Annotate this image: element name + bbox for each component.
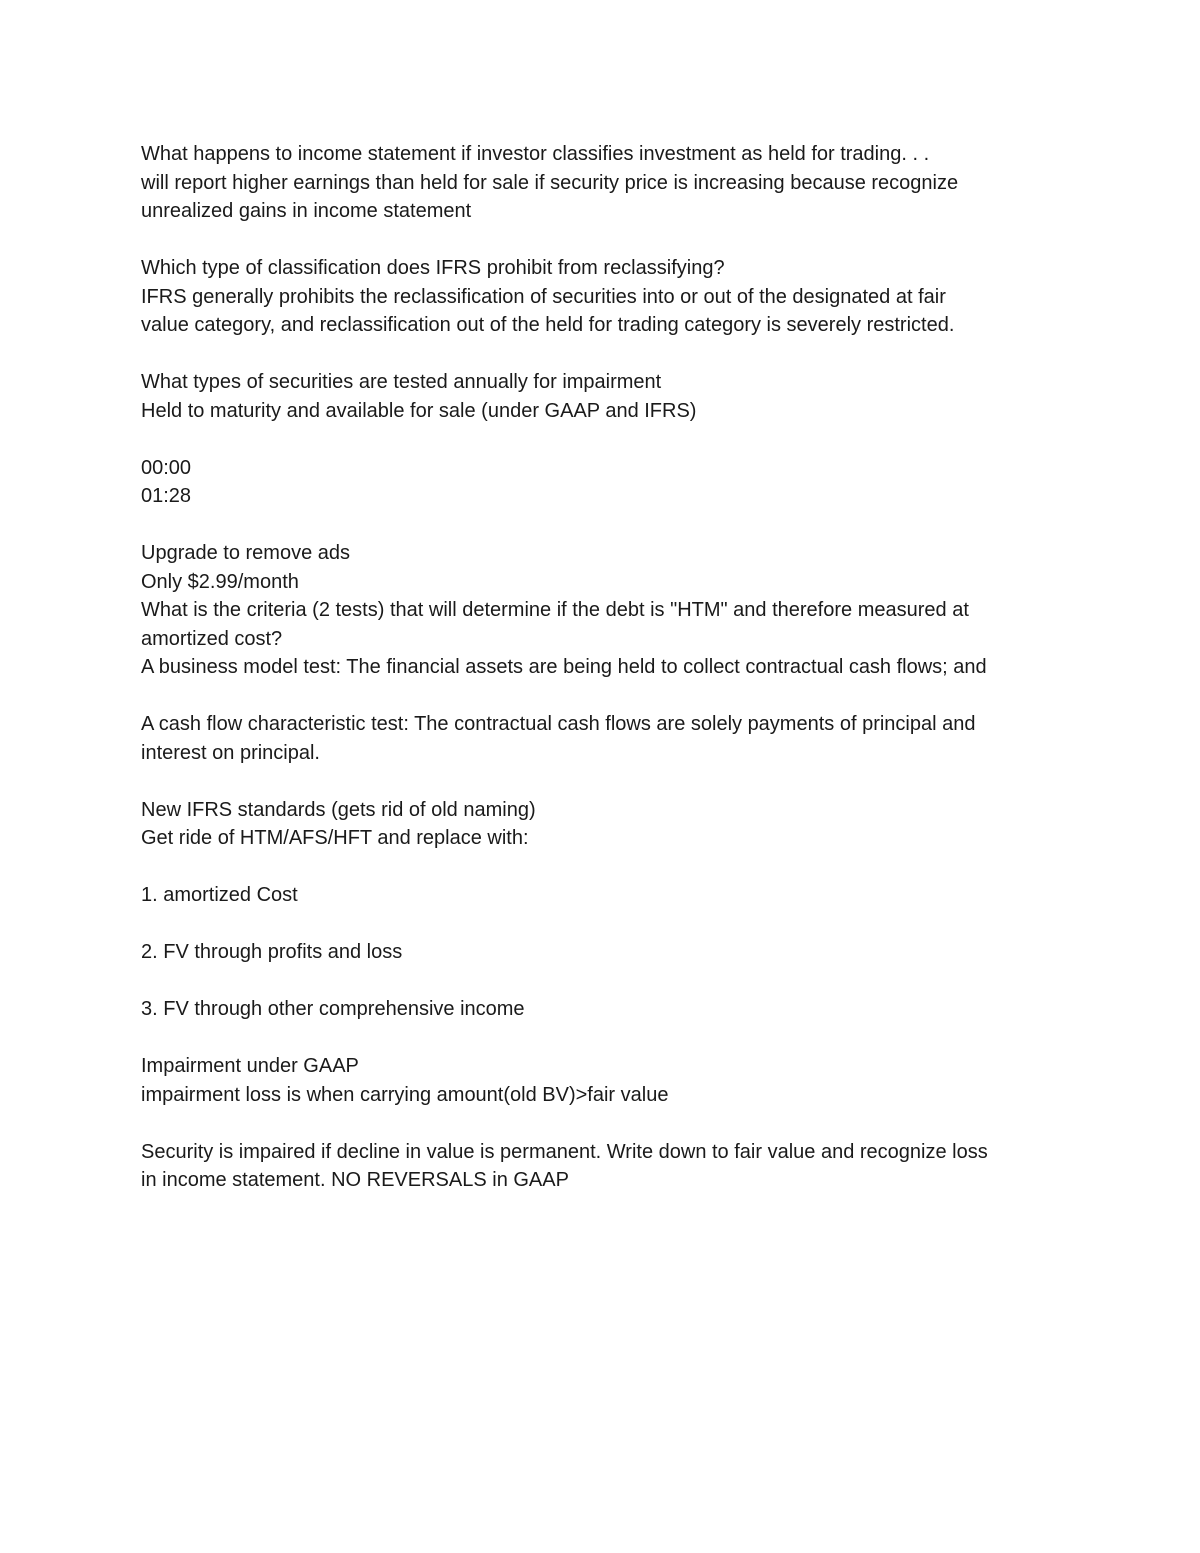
blank-line [141,967,1071,996]
text-line: amortized cost? [141,627,283,650]
text-line: impairment loss is when carrying amount(old BV)>fair value [141,1083,669,1106]
text-line: A cash flow characteristic test: The contractual cash flows are solely payments of principal and [141,713,976,735]
text-line: Security is impaired if decline in value is permanent. Write down to fair value and recognize loss [141,1140,988,1163]
blank-line [141,1024,1071,1053]
timestamp-start: 00:00 [141,456,192,479]
text-line: What happens to income statement if investor classifies investment as held for trading. . . [141,143,930,165]
blank-line [141,767,1071,796]
text-line: will report higher earnings than held for sale if security price is increasing because recognize [141,171,959,194]
text-line: interest on principal. [141,741,320,764]
blank-line [141,511,1071,540]
text-line: in income statement. NO REVERSALS in GAAP [141,1169,569,1191]
ad-upgrade-text: Upgrade to remove ads [141,542,351,564]
document-body [141,140,1071,1195]
list-item: 3. FV through other comprehensive income [141,998,525,1020]
ad-price-text: Only $2.99/month [141,570,299,593]
timestamp-end: 01:28 [141,485,192,507]
list-item: 1. amortized Cost [141,884,298,906]
text-line: What is the criteria (2 tests) that will determine if the debt is "HTM" and therefore measured at [141,599,969,621]
blank-line [141,340,1071,369]
text-line: Get ride of HTM/AFS/HFT and replace with: [141,827,529,849]
text-line: value category, and reclassification out of the held for trading category is severely restricted. [141,314,955,336]
blank-line [141,226,1071,255]
text-line: Impairment under GAAP [141,1055,359,1077]
blank-line [141,682,1071,711]
blank-line [141,1109,1071,1138]
text-line: A business model test: The financial assets are being held to collect contractual cash flows; and [141,656,987,678]
text-line: New IFRS standards (gets rid of old naming) [141,798,536,821]
list-item: 2. FV through profits and loss [141,941,403,963]
blank-line [141,853,1071,882]
text-line: IFRS generally prohibits the reclassification of securities into or out of the designated at fair [141,285,946,308]
blank-line [141,425,1071,454]
text-line: What types of securities are tested annually for impairment [141,371,662,393]
blank-line [141,910,1071,939]
text-line: Held to maturity and available for sale (under GAAP and IFRS) [141,399,697,422]
text-line: unrealized gains in income statement [141,200,472,222]
text-line: Which type of classification does IFRS prohibit from reclassifying? [141,257,725,279]
